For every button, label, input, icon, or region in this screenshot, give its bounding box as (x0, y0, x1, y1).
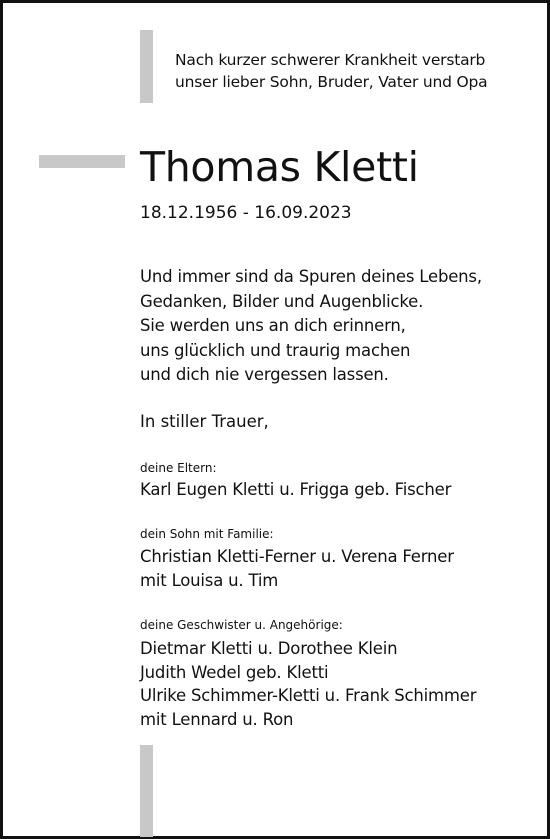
mourner-name: mit Louisa u. Tim (140, 570, 279, 590)
poem (140, 265, 482, 388)
group-names-son (140, 545, 454, 592)
mourner-name: Christian Kletti-Ferner u. Verena Ferner (140, 547, 454, 566)
group-names-siblings (140, 637, 476, 731)
intro-line: Nach kurzer schwerer Krankheit verstarb (175, 51, 486, 69)
mourner-name: Dietmar Kletti u. Dorothee Klein (140, 639, 398, 658)
poem-line: Und immer sind da Spuren deines Lebens, (140, 267, 482, 286)
group-label-siblings: deine Geschwister u. Angehörige: (140, 618, 343, 632)
cross-bar-bottom (140, 745, 153, 837)
mourning-text: In stiller Trauer, (140, 412, 269, 431)
poem-line: uns glücklich und traurig machen (140, 340, 411, 360)
mourner-name: Karl Eugen Kletti u. Frigga geb. Fischer (140, 480, 452, 499)
intro-line: unser lieber Sohn, Bruder, Vater und Opa (175, 73, 488, 91)
poem-line: und dich nie vergessen lassen. (140, 365, 389, 384)
group-label-son: dein Sohn mit Familie: (140, 527, 274, 541)
deceased-name: Thomas Kletti (140, 143, 419, 191)
group-names-parents (140, 478, 451, 502)
mourner-name: Ulrike Schimmer-Kletti u. Frank Schimmer (140, 686, 477, 705)
intro-text (175, 49, 487, 93)
cross-bar-top (140, 30, 153, 103)
mourner-name: Judith Wedel geb. Kletti (140, 662, 329, 682)
poem-line: Gedanken, Bilder und Augenblicke. (140, 291, 424, 311)
life-dates: 18.12.1956 - 16.09.2023 (140, 203, 352, 223)
cross-bar-horizontal (39, 155, 125, 168)
poem-line: Sie werden uns an dich erinnern, (140, 316, 406, 335)
group-label-parents: deine Eltern: (140, 461, 217, 475)
mourner-name: mit Lennard u. Ron (140, 709, 294, 729)
